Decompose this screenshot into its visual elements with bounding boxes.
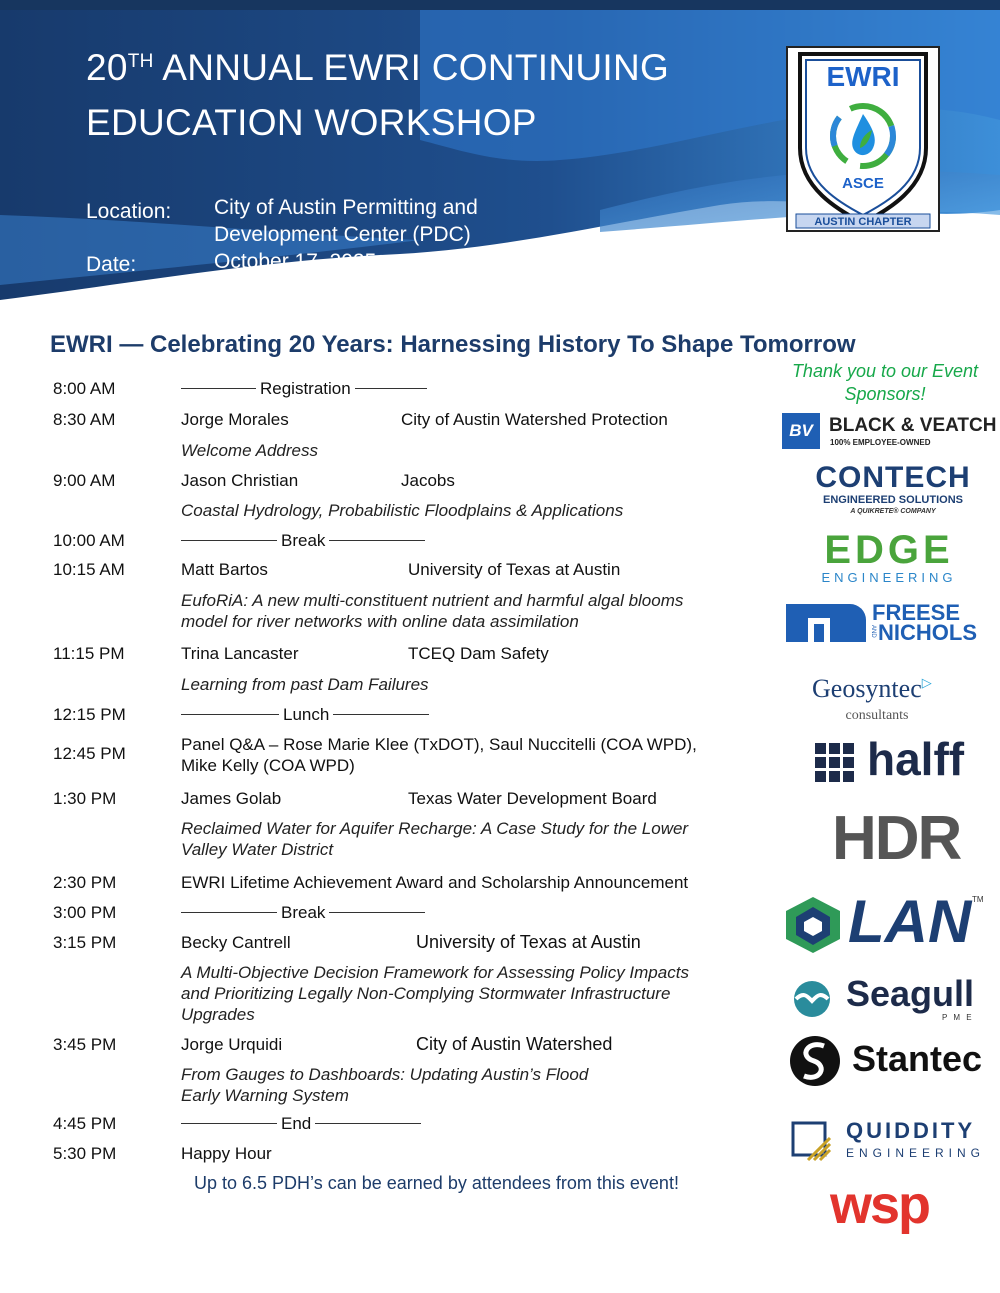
sponsor-hdr [832, 804, 961, 874]
talk-title-line3: Upgrades [181, 1005, 255, 1024]
sponsor-name: CONTECH [815, 461, 971, 494]
organization: University of Texas at Austin [408, 560, 621, 579]
divider [181, 378, 427, 399]
time: 8:30 AM [53, 410, 116, 429]
divider-label: Break [281, 903, 326, 922]
sponsor-name: halff [867, 733, 965, 785]
title-line-1 [86, 44, 669, 99]
time: 3:15 PM [53, 933, 117, 952]
geosyntec-arrow-icon: ▷ [921, 675, 932, 690]
talk-title: Learning from past Dam Failures [181, 675, 429, 694]
speaker: Jorge Morales [181, 410, 289, 429]
title-number: 20 [86, 47, 128, 88]
sponsor-sub: consultants [845, 708, 909, 723]
time: 3:00 PM [53, 903, 117, 922]
happy-hour: Happy Hour [181, 1144, 272, 1163]
divider-label: Lunch [283, 705, 330, 724]
time: 10:00 AM [53, 531, 125, 550]
time: 1:30 PM [53, 789, 117, 808]
halff-grid-icon [815, 743, 855, 783]
sponsor-name: Geosyntec [812, 674, 922, 703]
sponsors-thanks [770, 360, 1000, 406]
talk-title-line1: Reclaimed Water for Aquifer Recharge: A Case Study for the Lower [181, 819, 689, 838]
divider-label: End [281, 1114, 312, 1133]
location-label: Location: [86, 200, 172, 223]
thanks-line2: Sponsors! [844, 384, 926, 404]
speaker: James Golab [181, 789, 282, 808]
speaker: Becky Cantrell [181, 933, 291, 952]
talk-title-line2: model for river networks with online data assimilation [181, 612, 579, 631]
time: 12:45 PM [53, 744, 126, 763]
sponsor-sub: P M E [942, 1013, 974, 1022]
sponsor-name1: FREESE [872, 600, 961, 625]
time: 8:00 AM [53, 379, 116, 398]
seagull-mark-icon [792, 979, 832, 1019]
talk-title: Coastal Hydrology, Probabilistic Floodplains & Applications [181, 501, 624, 520]
talk-title-line2: and Prioritizing Legally Non-Complying Stormwater Infrastructure [181, 984, 671, 1003]
sponsor-black-veatch [782, 413, 997, 455]
divider-label: Registration [260, 379, 351, 398]
divider-label: Break [281, 531, 326, 550]
speaker: Matt Bartos [181, 560, 268, 579]
title-ordinal: TH [127, 51, 154, 72]
thanks-line1: Thank you to our Event [791, 361, 979, 381]
award-text: EWRI Lifetime Achievement Award and Scholarship Announcement [181, 873, 689, 892]
time: 2:30 PM [53, 873, 117, 892]
location-value-line2: Development Center (PDC) [214, 223, 471, 246]
sponsor-sub: ENGINEERING [846, 1146, 986, 1160]
organization: Texas Water Development Board [408, 789, 657, 808]
talk-title-line1: EufoRiA: A new multi-constituent nutrient and harmful algal blooms [181, 591, 684, 610]
speaker: Jorge Urquidi [181, 1035, 283, 1054]
time: 4:45 PM [53, 1114, 117, 1133]
logo-sub: ASCE [842, 175, 884, 192]
bv-mark-icon: BV [782, 413, 820, 449]
lan-hex-icon [782, 895, 844, 953]
divider [181, 704, 429, 725]
quiddity-mark-icon [790, 1120, 832, 1162]
talk-title-line2: Valley Water District [181, 840, 334, 859]
tagline: EWRI — Celebrating 20 Years: Harnessing History To Shape Tomorrow [50, 331, 856, 358]
shield-icon [788, 48, 938, 230]
time: 9:00 AM [53, 471, 116, 490]
location-value-line1: City of Austin Permitting and [214, 196, 478, 219]
date-label: Date: [86, 253, 137, 276]
divider [181, 902, 425, 923]
talk-title-line2: Early Warning System [181, 1086, 349, 1105]
sponsor-halff [815, 733, 985, 788]
organization: Jacobs [401, 471, 455, 490]
organization: TCEQ Dam Safety [408, 644, 549, 663]
panel-text-line2: Mike Kelly (COA WPD) [181, 756, 355, 775]
sponsor-name: HDR [832, 804, 961, 873]
title-line-2: EDUCATION WORKSHOP [86, 102, 537, 143]
speaker: Jason Christian [181, 471, 299, 490]
freese-mark-icon [786, 604, 866, 642]
sponsor-freese-nichols [786, 602, 990, 644]
page-title [86, 44, 669, 147]
sponsor-name: LAN [848, 888, 972, 955]
sponsor-wsp [830, 1172, 960, 1242]
stantec-mark-icon [788, 1034, 842, 1088]
time: 3:45 PM [53, 1035, 117, 1054]
pdh-note: Up to 6.5 PDH’s can be earned by attendees from this event! [194, 1173, 679, 1193]
talk-title: Welcome Address [181, 441, 318, 460]
date-value: October 17, 2025 [214, 250, 377, 273]
sponsor-sub: ENGINEERING [821, 570, 957, 585]
sponsor-name2: NICHOLS [878, 620, 977, 645]
panel-text-line1: Panel Q&A – Rose Marie Klee (TxDOT), Saul Nuccitelli (COA WPD), [181, 735, 697, 754]
sponsor-name: QUIDDITY [846, 1118, 976, 1143]
sponsor-name: EDGE [824, 528, 954, 572]
time: 12:15 PM [53, 705, 126, 724]
organization: University of Texas at Austin [416, 932, 641, 952]
sponsor-stantec [788, 1032, 992, 1090]
talk-title-line1: From Gauges to Dashboards: Updating Austin’s Flood [181, 1065, 589, 1084]
divider [181, 530, 425, 551]
organization: City of Austin Watershed Protection [401, 410, 668, 429]
sponsor-sub2: A QUIKRETE® COMPANY [850, 508, 936, 515]
title-rest: ANNUAL EWRI CONTINUING [153, 47, 670, 88]
speaker: Trina Lancaster [181, 644, 299, 663]
sponsor-name: Seagull [846, 973, 975, 1014]
sponsor-geosyntec [812, 674, 962, 726]
logo-chapter: AUSTIN CHAPTER [814, 216, 912, 228]
sponsor-name: wsp [830, 1175, 930, 1235]
ewri-logo [786, 46, 940, 232]
sponsor-contech [808, 462, 978, 520]
sponsor-name: BLACK & VEATCH [829, 415, 997, 436]
sponsor-edge [818, 530, 960, 586]
logo-text: EWRI [826, 61, 900, 92]
sponsor-seagull [792, 975, 988, 1027]
sponsor-sub: ENGINEERED SOLUTIONS [823, 494, 963, 506]
organization: City of Austin Watershed [416, 1034, 613, 1054]
sponsor-sub: 100% EMPLOYEE-OWNED [830, 438, 931, 447]
sponsor-lan [782, 888, 990, 955]
talk-title-line1: A Multi-Objective Decision Framework for Assessing Policy Impacts [181, 963, 689, 982]
divider [181, 1113, 421, 1134]
sponsor-name: Stantec [852, 1038, 983, 1079]
sponsor-quiddity [790, 1118, 990, 1164]
sponsor-and: AND [870, 625, 876, 638]
time: 5:30 PM [53, 1144, 117, 1163]
time: 11:15 PM [53, 644, 125, 663]
sponsor-tm: TM [972, 895, 984, 904]
time: 10:15 AM [53, 560, 125, 579]
